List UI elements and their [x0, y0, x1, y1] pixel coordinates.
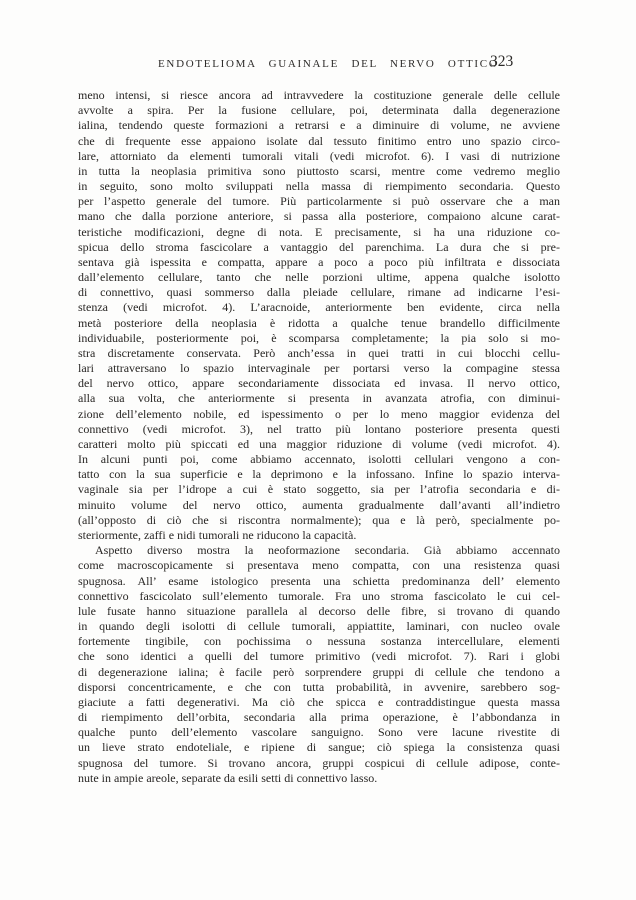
page-header [78, 52, 560, 74]
text-line: teristiche modificazioni, degne di nota. E precisamente, si ha una riduzione co- [78, 224, 560, 239]
text-line: In alcuni punti poi, come abbiamo accennato, isolotti cellulari vengono a con- [78, 452, 560, 467]
text-line: Aspetto diverso mostra la neoformazione secondaria. Già abbiamo accennato [95, 543, 560, 558]
text-line: spicua dello stroma fascicolare a vantaggio del parenchima. La dura che si pre- [78, 239, 560, 254]
text-line: steriormente, zaffi e nidi tumorali ne riducono la capacità. [78, 527, 357, 542]
paragraph [78, 88, 560, 543]
text-line: del nervo ottico, appare secondariamente dissociata ed invasa. Il nervo ottico, [78, 376, 560, 391]
text-line: (all’opposto di ciò che si riscontra normalmente); qua e là però, specialmente po- [78, 512, 560, 527]
text-line: giaciute a fatti degenerativi. Ma ciò che spicca e contraddistingue questa massa [78, 694, 560, 709]
text-line: dall’elemento cellulare, tanto che nelle porzioni ultime, appena qualche isolotto [78, 270, 560, 285]
text-line: mano che dalla porzione anteriore, si passa alla posteriore, compaiono alcune carat- [78, 209, 560, 224]
text-line: lare, attorniato da elementi tumorali vitali (vedi microfot. 6). I vasi di nutrizione [78, 148, 560, 163]
page-number: 323 [490, 53, 514, 70]
text-line: avvolte a spira. Per la fusione cellulare, poi, determinata dalla degenerazione [78, 103, 560, 118]
text-line: di degenerazione ialina; è facile però sorprendere gruppi di cellule che tendono a [78, 664, 560, 679]
text-line: di connettivo, quasi sommerso dalla pleiade cellulare, rimane ad indicarne l’esi- [78, 285, 560, 300]
text-line: un lieve strato endoteliale, e ripiene di sangue; ciò spiega la consistenza quasi [78, 740, 560, 755]
text-line: tatto con la sua superficie e la deprimono e la infossano. Infine lo spazio interva- [78, 467, 560, 482]
text-line: per l’aspetto generale del tumore. Più particolarmente si può osservare che a man [78, 194, 560, 209]
text-line: zione dell’elemento nobile, ed ispessimento o per lo meno maggior evidenza del [78, 406, 560, 421]
body-text [78, 88, 560, 786]
text-line: connettivo (vedi microfot. 3), nel tratto più lontano posteriore presenta questi [78, 421, 560, 436]
text-line: spugnosa. All’ esame istologico presenta una schietta predominanza dell’ elemento [78, 573, 560, 588]
text-line: lule fusate hanno situazione parallela al decorso delle fibre, si trovano di quando [78, 603, 560, 618]
paragraph [78, 543, 560, 786]
text-line: come macroscopicamente si presentava meno compatta, con una resistenza quasi [78, 558, 560, 573]
text-line: ialina, tendendo queste formazioni a retrarsi e a diminuire di volume, ne avviene [78, 118, 560, 133]
text-line: che sono identici a quelli del tumore primitivo (vedi microfot. 7). Rari i globi [78, 649, 560, 664]
text-line: connettivo fascicolato sull’elemento tumorale. Fra uno stroma fascicolato le cui cel- [78, 588, 560, 603]
text-line: che di frequente esse appaiono isolate dal tessuto finitimo entro uno spazio circo- [78, 133, 560, 148]
text-line: in seguito, sono molto sviluppati nella massa di riempimento secondaria. Questo [78, 179, 560, 194]
text-line: meno intensi, si riesce ancora ad intravvedere la costituzione generale delle cellule [78, 88, 560, 102]
text-line: minuito volume del nervo ottico, aumenta gradualmente dall’avanti all’indietro [78, 497, 560, 512]
text-line: fortemente tingibile, con pochissima o nessuna sostanza intercellulare, elementi [78, 634, 560, 649]
text-line: stenza (vedi microfot. 4). L’aracnoide, anteriormente ben evidente, circa nella [78, 300, 560, 315]
text-line: in quando degli isolotti di cellule tumorali, appiattite, laminari, con nucleo ovale [78, 619, 560, 634]
text-line: vaginale sia per l’idrope a cui è stato soggetto, sia per l’atrofia secondaria e di- [78, 482, 560, 497]
text-line: stra discretamente conservata. Però anch’essa in quei tratti in cui blocchi cellu- [78, 345, 560, 360]
text-line: lari attraversano lo spazio intervaginale per portarsi verso la compagine stessa [78, 361, 560, 376]
text-line: qualche punto dell’elemento vascolare sanguigno. Sono vere lacune rivestite di [78, 725, 560, 740]
text-line: disporsi concentricamente, e che con tutta probabilità, in avvenire, sarebbero sog- [78, 679, 560, 694]
text-line: alla sua volta, che anteriormente si presenta in avanzata atrofia, con diminui- [78, 391, 560, 406]
text-line: caratteri molto più spiccati ed una maggior riduzione di volume (vedi microfot. 4). [78, 436, 560, 451]
text-line: spugnosa del tumore. Si trovano ancora, gruppi cospicui di cellule adipose, conte- [78, 755, 560, 770]
text-line: metà posteriore della neoplasia è ridotta a qualche tenue brandello difficilmente [78, 315, 560, 330]
text-line: di riempimento dell’orbita, secondaria alla prima operazione, è l’abbondanza in [78, 710, 560, 725]
text-line: nute in ampie areole, separate da esili setti di connettivo lasso. [78, 770, 378, 785]
text-line: sentava già ispessita e compatta, appare a poco a poco più infiltrata e dissociata [78, 254, 560, 269]
running-title: ENDOTELIOMA GUAINALE DEL NERVO OTTICO [158, 58, 499, 70]
text-line: in tutta la neoplasia primitiva sono piuttosto scarsi, mentre come vedremo meglio [78, 163, 560, 178]
text-line: individuabile, posteriormente poi, è scomparsa completamente; la pia solo si mo- [78, 330, 560, 345]
